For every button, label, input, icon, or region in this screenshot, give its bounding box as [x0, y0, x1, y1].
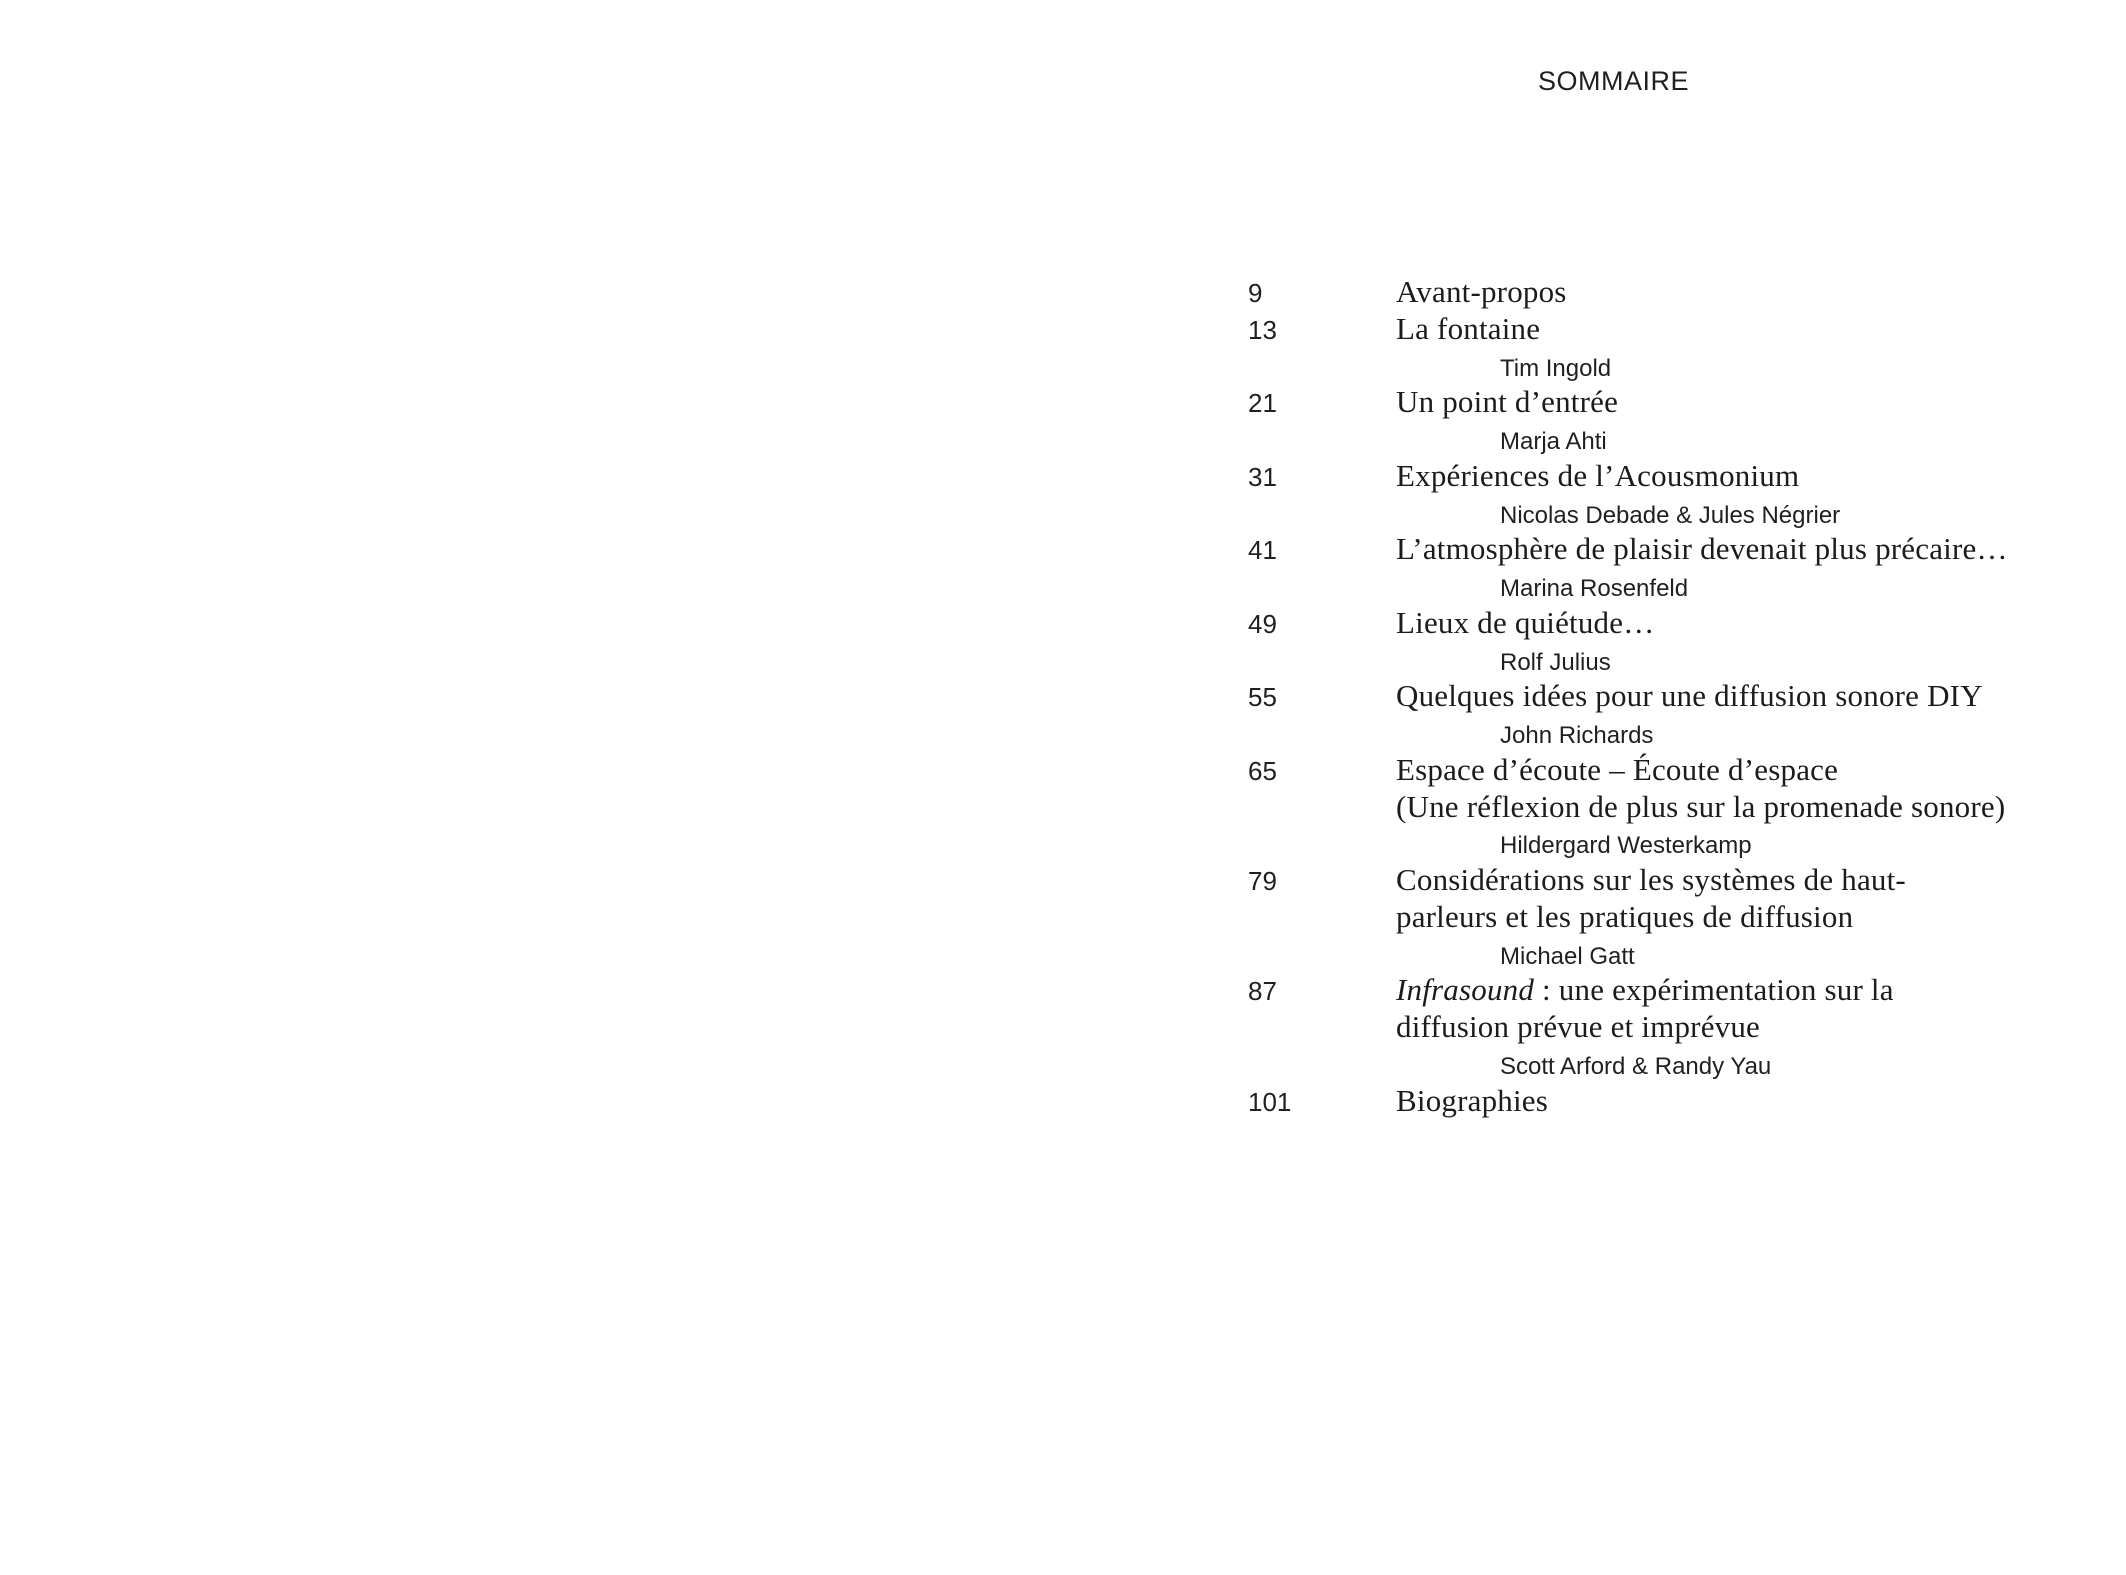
entry-title-continued: diffusion prévue et imprévue	[1396, 1009, 1761, 1044]
page-title: SOMMAIRE	[1538, 66, 1690, 96]
toc-row	[1248, 825, 2126, 862]
entry-title: Considérations sur les systèmes de haut-	[1396, 862, 1906, 897]
entry-author: Tim Ingold	[1500, 354, 1612, 382]
entry-author: Nicolas Debade & Jules Négrier	[1500, 501, 1841, 529]
toc-row	[1248, 678, 2126, 715]
page-number: 87	[1248, 976, 1277, 1007]
toc-row	[1248, 495, 2126, 532]
entry-author: Hildergard Westerkamp	[1500, 832, 1752, 860]
entry-author: Marja Ahti	[1500, 428, 1607, 455]
page-number: 13	[1248, 314, 1277, 345]
toc-row	[1248, 789, 2126, 826]
table-of-contents	[1248, 274, 2126, 1119]
toc-row	[1248, 421, 2126, 458]
entry-title: L’atmosphère de plaisir devenait plus précaire…	[1396, 531, 2008, 567]
entry-author: Marina Rosenfeld	[1500, 575, 1689, 602]
entry-author: Michael Gatt	[1500, 942, 1635, 970]
entry-title-rest: : une expérimentation sur la	[1534, 972, 1894, 1008]
toc-row	[1248, 384, 2126, 421]
page-number: 49	[1248, 608, 1277, 639]
page-number: 31	[1248, 461, 1277, 492]
toc-row	[1248, 642, 2126, 679]
entry-author: John Richards	[1500, 722, 1654, 749]
entry-title: Espace d’écoute – Écoute d’espace	[1396, 751, 1839, 787]
toc-row	[1248, 715, 2126, 752]
toc-row	[1248, 605, 2126, 642]
entry-title: Expériences de l’Acousmonium	[1396, 457, 1800, 493]
toc-row	[1248, 752, 2126, 789]
entry-author: Scott Arford & Randy Yau	[1500, 1052, 1772, 1080]
toc-row	[1248, 972, 2126, 1009]
toc-row	[1248, 1083, 2126, 1120]
entry-title: La fontaine	[1396, 310, 1541, 346]
toc-row	[1248, 1046, 2126, 1083]
entry-title: Avant-propos	[1396, 274, 1567, 309]
toc-row	[1248, 531, 2126, 568]
toc-row	[1248, 899, 2126, 936]
toc-row	[1248, 936, 2126, 973]
toc-row	[1248, 1009, 2126, 1046]
page-number: 9	[1248, 278, 1263, 308]
entry-title-continued: parleurs et les pratiques de diffusion	[1396, 898, 1854, 934]
page-number: 55	[1248, 682, 1277, 713]
entry-title	[1396, 972, 1894, 1007]
page-number: 65	[1248, 755, 1277, 786]
toc-row	[1248, 311, 2126, 348]
toc-row	[1248, 862, 2126, 899]
toc-row	[1248, 458, 2126, 495]
entry-title: Un point d’entrée	[1396, 384, 1619, 420]
page-number: 101	[1248, 1086, 1292, 1117]
entry-title: Lieux de quiétude…	[1396, 604, 1655, 640]
page-number: 21	[1248, 388, 1277, 419]
page-number: 79	[1248, 866, 1277, 896]
entry-title-continued: (Une réflexion de plus sur la promenade sonore)	[1396, 788, 2006, 824]
toc-row	[1248, 274, 2126, 311]
entry-title: Quelques idées pour une diffusion sonore DIY	[1396, 678, 1983, 714]
entry-title-italic: Infrasound	[1396, 972, 1535, 1008]
toc-row	[1248, 568, 2126, 605]
entry-author: Rolf Julius	[1500, 648, 1611, 676]
page-number: 41	[1248, 535, 1277, 566]
entry-title: Biographies	[1396, 1082, 1549, 1118]
toc-row	[1248, 348, 2126, 385]
